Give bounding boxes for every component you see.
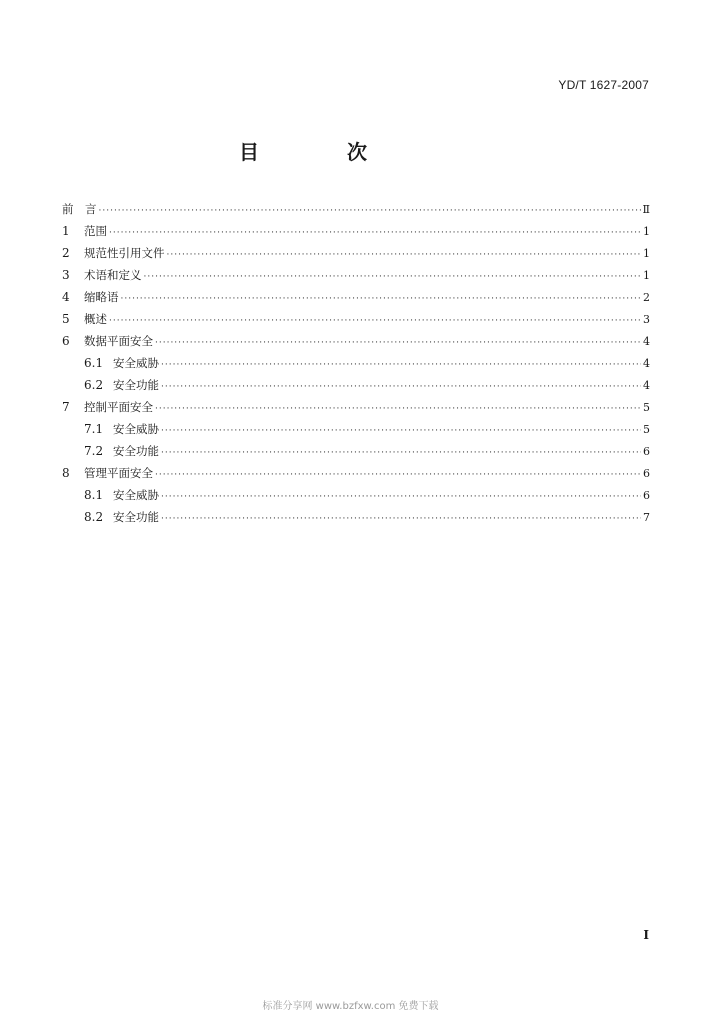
dot-leader (121, 288, 642, 310)
toc-entry-number: 4 (62, 290, 70, 304)
toc-entry-page: 6 (643, 445, 650, 458)
dot-leader (109, 310, 641, 332)
toc-entry-page: Ⅱ (642, 203, 650, 216)
toc-entry-page: 4 (643, 379, 650, 392)
toc-entry-page: 7 (643, 511, 650, 524)
toc-entry-number: 1 (62, 224, 70, 238)
toc-entry-page: 5 (643, 401, 650, 414)
toc-entry-label: 安全威胁 (113, 356, 159, 370)
page-title: 目 次 (239, 140, 401, 164)
toc-subentry[interactable] (62, 352, 650, 374)
toc-entry-label: 管理平面安全 (84, 466, 153, 480)
dot-leader (144, 266, 642, 288)
toc-entry[interactable] (62, 286, 650, 308)
toc-entry[interactable] (62, 396, 650, 418)
toc-entry-label: 安全功能 (113, 444, 159, 458)
toc-entry[interactable] (62, 264, 650, 286)
toc-entry-number: 6.2 (84, 378, 104, 392)
dot-leader (161, 376, 641, 398)
toc-entry-label: 范围 (84, 224, 107, 238)
toc-entry-number: 8.2 (84, 510, 104, 524)
dot-leader (161, 354, 641, 376)
toc-entry-label: 数据平面安全 (84, 334, 153, 348)
toc-entry-number: 7 (62, 400, 70, 414)
toc-entry[interactable] (62, 308, 650, 330)
dot-leader (161, 420, 641, 442)
toc-entry-page: 1 (643, 225, 650, 238)
dot-leader (109, 222, 641, 244)
toc-entry-page: 5 (643, 423, 650, 436)
toc-entry[interactable] (62, 220, 650, 242)
toc-entry-number: 6 (62, 334, 70, 348)
toc-entry[interactable] (62, 462, 650, 484)
toc-entry-label: 安全威胁 (113, 488, 159, 502)
toc-entry-label: 缩略语 (84, 290, 119, 304)
toc-entry-page: 6 (643, 489, 650, 502)
toc-entry-number: 5 (62, 312, 70, 326)
toc-entry-page: 6 (643, 467, 650, 480)
toc-entry-number: 7.2 (84, 444, 104, 458)
dot-leader (155, 332, 641, 354)
toc-entry-label: 概述 (84, 312, 107, 326)
toc-subentry[interactable] (62, 440, 650, 462)
toc-entry-number: 3 (62, 268, 70, 282)
dot-leader (155, 398, 641, 420)
dot-leader (99, 200, 641, 222)
dot-leader (155, 464, 641, 486)
toc-entry-label: 前 言 (62, 202, 97, 216)
toc-entry-label: 安全威胁 (113, 422, 159, 436)
toc-entry-label: 安全功能 (113, 378, 159, 392)
toc-entry-label: 规范性引用文件 (84, 246, 165, 260)
toc-entry[interactable] (62, 242, 650, 264)
toc-subentry[interactable] (62, 374, 650, 396)
toc-entry-page: 2 (643, 291, 650, 304)
page-number: I (643, 928, 649, 942)
toc-entry-number: 7.1 (84, 422, 104, 436)
toc-entry[interactable] (62, 198, 650, 220)
toc-entry-page: 4 (643, 335, 650, 348)
toc-entry-label: 安全功能 (113, 510, 159, 524)
toc-entry-page: 1 (643, 269, 650, 282)
toc-entry-number: 6.1 (84, 356, 104, 370)
toc-entry-number: 2 (62, 246, 70, 260)
dot-leader (161, 486, 641, 508)
standard-code: YD/T 1627-2007 (558, 78, 649, 92)
toc-entry-page: 4 (643, 357, 650, 370)
toc-entry-number: 8 (62, 466, 70, 480)
watermark: 标准分享网 www.bzfxw.com 免费下载 (262, 1001, 439, 1012)
toc-entry-number: 8.1 (84, 488, 104, 502)
toc-entry-page: 1 (643, 247, 650, 260)
toc-entry-label: 控制平面安全 (84, 400, 153, 414)
toc-subentry[interactable] (62, 484, 650, 506)
dot-leader (167, 244, 642, 266)
toc-entry-label: 术语和定义 (84, 268, 142, 282)
toc-subentry[interactable] (62, 418, 650, 440)
toc-entry-page: 3 (643, 313, 650, 326)
dot-leader (161, 442, 641, 464)
toc-subentry[interactable] (62, 506, 650, 528)
dot-leader (161, 508, 641, 530)
toc-entry[interactable] (62, 330, 650, 352)
table-of-contents (62, 198, 650, 528)
